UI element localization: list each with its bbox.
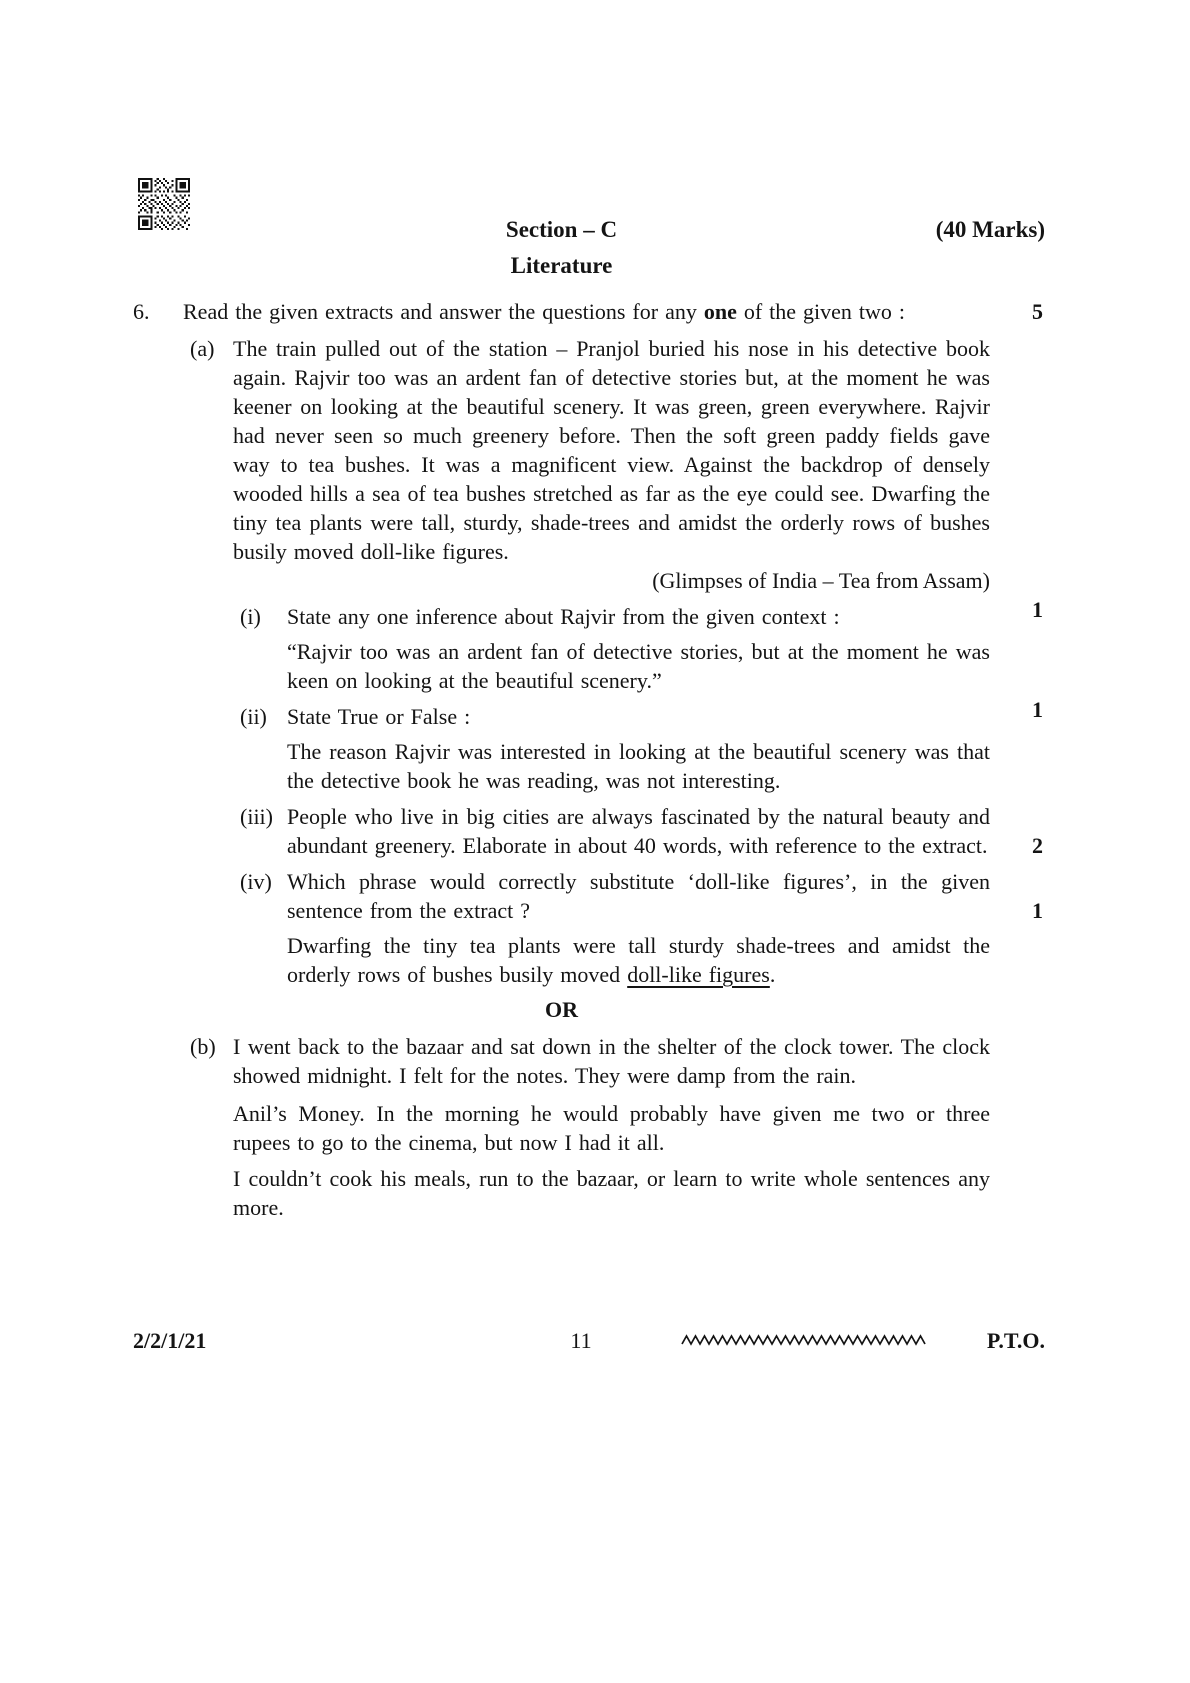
subquestion-label: (i) — [240, 604, 261, 629]
extract-b-label: (b) — [190, 1034, 216, 1059]
extract-a — [190, 334, 990, 566]
footer-pto: P.T.O. — [986, 1328, 1045, 1353]
question-intro-text: Read the given extracts and answer the questions for any one of the given two : — [183, 299, 906, 324]
question-6-intro — [133, 297, 990, 326]
subquestion-text: State any one inference about Rajvir from the given context : — [287, 604, 840, 629]
section-subtitle: Literature — [510, 253, 613, 278]
subquestion-ii-statement: The reason Rajvir was interested in looking at the beautiful scenery was that the detective book he was reading, was not interesting. — [287, 739, 990, 793]
extract-b-paragraph: I went back to the bazaar and sat down in the shelter of the clock tower. The clock showed midnight. I felt for the notes. They were damp from the rain. — [233, 1034, 990, 1088]
marks-value: 5 — [1032, 299, 1043, 324]
underlined-phrase: doll-like figures — [627, 962, 770, 987]
footer-paper-code: 2/2/1/21 — [133, 1328, 207, 1353]
extract-a-label: (a) — [190, 336, 215, 361]
marks-value: 1 — [1032, 597, 1043, 622]
subquestion-text: Which phrase would correctly substitute ‘doll-like figures’, in the given sentence from the extract ? — [287, 869, 990, 923]
subquestion-iii — [240, 802, 990, 860]
subquestion-iv-sentence: Dwarfing the tiny tea plants were tall sturdy shade-trees and amidst the orderly rows of bushes busily moved doll-like figures. — [287, 933, 990, 987]
marks-value: 2 — [1032, 833, 1043, 858]
extract-b-paragraph-2: Anil’s Money. In the morning he would probably have given me two or three rupees to go to the cinema, but now I had it all. — [233, 1101, 990, 1155]
marks-value: 1 — [1032, 697, 1043, 722]
subquestion-iv — [240, 867, 990, 925]
extract-b-paragraph-3: I couldn’t cook his meals, run to the bazaar, or learn to write whole sentences any more. — [233, 1166, 990, 1220]
squiggle-divider — [680, 1333, 930, 1348]
subquestion-text: People who live in big cities are always fascinated by the natural beauty and abundant greenery. Elaborate in about 40 words, with reference to the extract. — [287, 804, 990, 858]
subquestion-label: (iii) — [240, 804, 273, 829]
marks-value: 1 — [1032, 898, 1043, 923]
extract-a-attribution: (Glimpses of India – Tea from Assam) — [652, 568, 990, 593]
subquestion-i — [240, 602, 990, 631]
subquestion-i-quote: “Rajvir too was an ardent fan of detective stories, but at the moment he was keen on looking at the beautiful scenery.” — [287, 639, 990, 693]
extract-b — [190, 1032, 990, 1090]
subquestion-ii — [240, 702, 990, 731]
subquestion-label: (iv) — [240, 869, 272, 894]
question-number: 6. — [133, 299, 150, 324]
page-content — [133, 212, 1045, 1222]
extract-a-text: The train pulled out of the station – Pranjol buried his nose in his detective book again. Rajvir too was an ardent fan of detective stories but, at the moment he was keener on looking at the beautiful scenery. It was green, green everywhere. Rajvir had never seen so much greenery before. Then the soft green paddy fields gave way to tea bushes. It was a magnificent view. Against the backdrop of densely wooded hills a sea of tea bushes stretched as far as the eye could see. Dwarfing the tiny tea plants were tall, sturdy, shade-trees and amidst the orderly rows of bushes busily moved doll-like figures. — [233, 336, 990, 564]
or-separator: OR — [545, 997, 578, 1022]
section-total-marks: (40 Marks) — [935, 217, 1045, 242]
footer-page-number: 11 — [570, 1328, 592, 1353]
subquestion-label: (ii) — [240, 704, 267, 729]
intro-bold-word: one — [703, 299, 737, 324]
subquestion-text: State True or False : — [287, 704, 471, 729]
section-title: Section – C — [505, 217, 618, 242]
